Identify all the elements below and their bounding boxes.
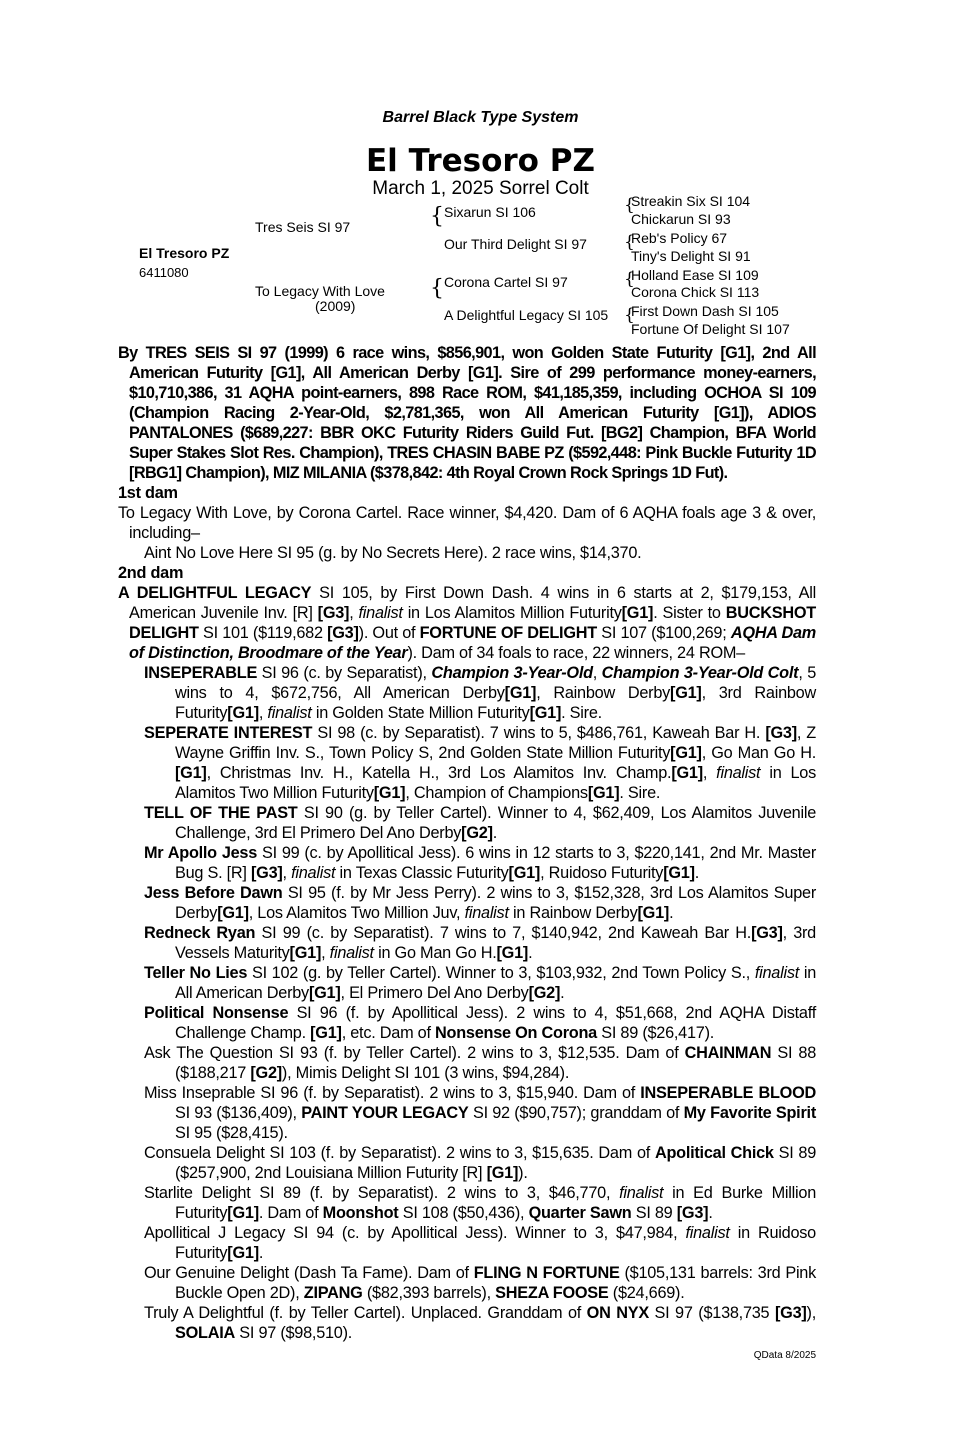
- pedigree-g4: Tiny's Delight SI 91: [631, 248, 751, 264]
- pedigree-g5: Holland Ease SI 109: [631, 267, 759, 283]
- produce-entry: Ask The Question SI 93 (f. by Teller Cartel). 2 wins to 3, $12,535. Dam of CHAINMAN SI 88 ($188,217 [G2]), Mimis Delight SI 101 (3 wins, $94,284).: [144, 1044, 816, 1082]
- pedigree-g6: Corona Chick SI 113: [631, 284, 760, 300]
- pedigree-sire-sire: Sixarun SI 106: [444, 204, 536, 220]
- second-dam-heading: 2nd dam: [118, 564, 184, 582]
- produce-entry: Political Nonsense SI 96 (f. by Apollitical Jess). 2 wins to 4, $51,668, 2nd AQHA Distaff Challenge Champ. [G1], etc. Dam of Nonsense On Corona SI 89 ($26,417).: [144, 1004, 816, 1042]
- pedigree-sire: Tres Seis SI 97: [255, 219, 351, 235]
- pedigree-subject-reg: 6411080: [139, 265, 189, 280]
- system-title: Barrel Black Type System: [382, 109, 579, 126]
- pedigree-g2: Chickarun SI 93: [631, 211, 731, 227]
- pedigree-g3: Reb's Policy 67: [631, 230, 728, 246]
- sire-paragraph: By TRES SEIS SI 97 (1999) 6 race wins, $856,901, won Golden State Futurity [G1], 2nd All American Futurity [G1], All American Derby [G1]. Sire of 299 performance money-earners, $10,710,386, 31 AQHA point-earners, 898 Race ROM, $41,185,359, including OCHOA SI 109 (Champion Racing 2-Year-Old, $2,781,365, won All American Futurity [G1]), ADIOS PANTALONES ($689,227: BBR OKC Futurity Riders Guild Fut. [BG2] Champion, BFA World Super Stakes Slot Res. Champion), TRES CHASIN BABE PZ ($592,448: Pink Buckle Futurity 1D [RBG1] Champion), MIZ MILANIA ($378,842: 4th Royal Crown Rock Springs 1D Fut).: [118, 344, 816, 482]
- pedigree-dam-year: (2009): [315, 298, 356, 314]
- brace-icon: {: [624, 305, 635, 325]
- second-dam-paragraph: A DELIGHTFUL LEGACY SI 105, by First Down Dash. 4 wins in 6 starts at 2, $179,153, All American Juvenile Inv. [R] [G3], finalist in Los Alamitos Million Futurity[G1]. Sister to BUCKSHOT DELIGHT SI 101 ($119,682 [G3]). Out of FORTUNE OF DELIGHT SI 107 ($100,269; AQHA Dam of Distinction, Broodmare of the Year). Dam of 34 foals to race, 22 winners, 24 ROM–: [118, 584, 817, 662]
- catalog-page-body: [118, 343, 816, 1343]
- first-dam-heading: 1st dam: [118, 484, 178, 502]
- produce-entry: INSEPERABLE SI 96 (c. by Separatist), Champion 3-Year-Old, Champion 3-Year-Old Colt, 5 wins to 4, $672,756, All American Derby[G1], Rainbow Derby[G1], 3rd Rainbow Futurity[G1], finalist in Golden State Million Futurity[G1]. Sire.: [144, 664, 816, 722]
- qdata-footer: QData 8/2025: [753, 1350, 816, 1361]
- foal-entry: Aint No Love Here SI 95 (g. by No Secrets Here). 2 race wins, $14,370.: [144, 544, 642, 562]
- pedigree-dam-sire: Corona Cartel SI 97: [444, 274, 568, 290]
- produce-entry: Starlite Delight SI 89 (f. by Separatist). 2 wins to 3, $46,770, finalist in Ed Burke Million Futurity[G1]. Dam of Moonshot SI 108 ($50,436), Quarter Sawn SI 89 [G3].: [144, 1184, 817, 1222]
- produce-entry: Consuela Delight SI 103 (f. by Separatist). 2 wins to 3, $15,635. Dam of Apolitical Chick SI 89 ($257,900, 2nd Louisiana Million Futurity [R] [G1]).: [144, 1144, 817, 1182]
- first-dam-paragraph: To Legacy With Love, by Corona Cartel. Race winner, $4,420. Dam of 6 AQHA foals age 3 & over, including–: [118, 504, 816, 542]
- produce-entry: TELL OF THE PAST SI 90 (g. by Teller Cartel). Winner to 4, $62,409, Los Alamitos Juvenile Challenge, 3rd El Primero Del Ano Derby[G2].: [144, 804, 816, 842]
- produce-entry: Teller No Lies SI 102 (g. by Teller Cartel). Winner to 3, $103,932, 2nd Town Policy S., finalist in All American Derby[G1], El Primero Del Ano Derby[G2].: [144, 964, 816, 1002]
- pedigree-g1: Streakin Six SI 104: [631, 193, 751, 209]
- produce-entry: Apollitical J Legacy SI 94 (c. by Apollitical Jess). Winner to 3, $47,984, finalist in Ruidoso Futurity[G1].: [144, 1224, 816, 1262]
- pedigree-dam-dam: A Delightful Legacy SI 105: [444, 307, 609, 323]
- produce-entry: Miss Inseprable SI 96 (f. by Separatist). 2 wins to 3, $15,940. Dam of INSEPERABLE BLOOD SI 93 ($136,409), PAINT YOUR LEGACY SI 92 ($90,757); granddam of My Favorite Spirit SI 95 ($28,415).: [144, 1084, 816, 1142]
- produce-entry: Jess Before Dawn SI 95 (f. by Mr Jess Perry). 2 wins to 3, $152,328, 3rd Los Alamitos Super Derby[G1], Los Alamitos Two Million Juv, finalist in Rainbow Derby[G1].: [144, 884, 816, 922]
- brace-icon: {: [430, 204, 444, 229]
- brace-icon: {: [624, 232, 635, 252]
- brace-icon: {: [624, 195, 635, 215]
- pedigree-dam: To Legacy With Love: [255, 283, 385, 299]
- horse-name-title: El Tresoro PZ: [366, 143, 595, 179]
- pedigree-g8: Fortune Of Delight SI 107: [631, 321, 790, 337]
- birth-info: March 1, 2025 Sorrel Colt: [372, 178, 589, 199]
- produce-entry: Redneck Ryan SI 99 (c. by Separatist). 7 wins to 7, $140,942, 2nd Kaweah Bar H.[G3], 3rd Vessels Maturity[G1], finalist in Go Man Go H.[G1].: [144, 924, 816, 962]
- produce-entry: Our Genuine Delight (Dash Ta Fame). Dam of FLING N FORTUNE ($105,131 barrels: 3rd Pink Buckle Open 2D), ZIPANG ($82,393 barrels), SHEZA FOOSE ($24,669).: [144, 1264, 817, 1302]
- produce-entry: SEPERATE INTEREST SI 98 (c. by Separatist). 7 wins to 5, $486,761, Kaweah Bar H. [G3], Z Wayne Griffin Inv. S., Town Policy S, 2nd Golden State Million Futurity[G1], Go Man Go H.[G1], Christmas Inv. H., Katella H., 3rd Los Alamitos Inv. Champ.[G1], finalist in Los Alamitos Two Million Futurity[G1], Champion of Champions[G1]. Sire.: [144, 724, 816, 802]
- pedigree-subject-name: El Tresoro PZ: [139, 245, 230, 261]
- brace-icon: {: [430, 276, 444, 301]
- brace-icon: {: [624, 269, 635, 289]
- pedigree-sire-dam: Our Third Delight SI 97: [444, 236, 587, 252]
- produce-entry: Truly A Delightful (f. by Teller Cartel). Unplaced. Granddam of ON NYX SI 97 ($138,735 [G3]), SOLAIA SI 97 ($98,510).: [144, 1304, 816, 1342]
- produce-entry: Mr Apollo Jess SI 99 (c. by Apollitical Jess). 6 wins in 12 starts to 3, $220,141, 2nd Mr. Master Bug S. [R] [G3], finalist in Texas Classic Futurity[G1], Ruidoso Futurity[G1].: [144, 844, 816, 882]
- pedigree-g7: First Down Dash SI 105: [631, 303, 779, 319]
